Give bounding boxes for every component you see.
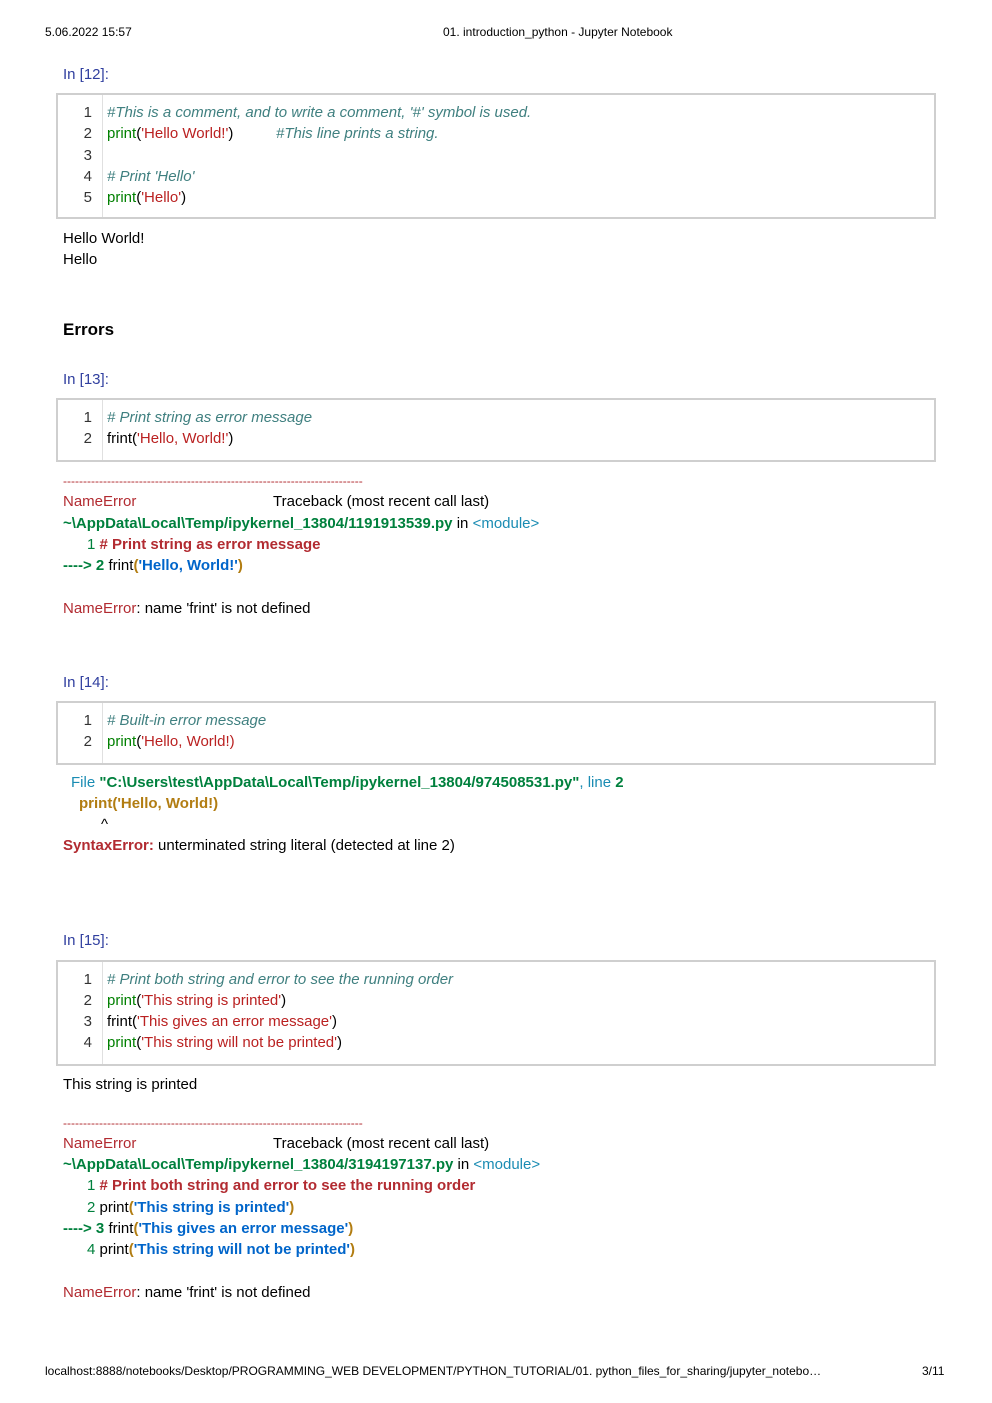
code-line bbox=[107, 1034, 342, 1051]
code-paren: ( bbox=[136, 1034, 142, 1051]
error-message: unterminated string literal (detected at line 2) bbox=[153, 837, 455, 854]
traceback-fn: frint bbox=[108, 557, 134, 574]
page-number: 3/11 bbox=[922, 1364, 945, 1378]
line-number: 2 bbox=[83, 992, 92, 1009]
traceback-header bbox=[63, 1135, 136, 1152]
traceback-line bbox=[87, 1241, 355, 1258]
code-line bbox=[107, 125, 233, 142]
line-number: 1 bbox=[83, 712, 92, 729]
traceback-comment: # Print both string and error to see the running order bbox=[99, 1177, 476, 1194]
traceback-path-line bbox=[63, 515, 539, 532]
error-name: NameError bbox=[63, 600, 137, 617]
code-comment: #This is a comment, and to write a comment, '#' symbol is used. bbox=[107, 104, 532, 121]
cell-prompt: In [13]: bbox=[63, 371, 109, 388]
traceback-paren: ( bbox=[128, 1241, 134, 1258]
traceback-string: 'This string will not be printed' bbox=[133, 1241, 351, 1258]
module-name: <module> bbox=[473, 1156, 541, 1173]
code-comment: # Built-in error message bbox=[107, 712, 267, 729]
traceback-string: 'This gives an error message' bbox=[138, 1220, 349, 1237]
code-keyword: print bbox=[107, 189, 137, 206]
code-paren: ( bbox=[136, 992, 142, 1009]
print-datetime: 5.06.2022 15:57 bbox=[45, 25, 132, 39]
code-paren: ) bbox=[332, 1013, 337, 1030]
cell-prompt: In [12]: bbox=[63, 66, 109, 83]
traceback-string: 'Hello, World!' bbox=[138, 557, 238, 574]
traceback-final bbox=[63, 600, 311, 617]
traceback-label: Traceback (most recent call last) bbox=[273, 1135, 490, 1152]
syntax-caret: ^ bbox=[101, 816, 109, 833]
code-paren: ) bbox=[228, 125, 234, 142]
code-string: 'Hello' bbox=[141, 189, 182, 206]
traceback-current-line bbox=[63, 557, 243, 574]
code-line bbox=[107, 430, 233, 447]
code-paren: ) bbox=[337, 1034, 343, 1051]
cell-output: This string is printed bbox=[63, 1076, 198, 1093]
print-url: localhost:8888/notebooks/Desktop/PROGRAMMING_WEB DEVELOPMENT/PYTHON_TUTORIAL/01. python_files_for_sharing/jupyter_notebo… bbox=[45, 1364, 822, 1378]
error-message: : name 'frint' is not defined bbox=[136, 1284, 311, 1301]
line-number: 1 bbox=[83, 104, 92, 121]
traceback-separator: --------------------------------------------------------------------------- bbox=[63, 1116, 363, 1130]
line-word: , line bbox=[579, 774, 612, 791]
line-number: 2 bbox=[83, 430, 92, 447]
line-number: 5 bbox=[83, 189, 92, 206]
code-string: 'This string will not be printed' bbox=[141, 1034, 338, 1051]
code-cell[interactable] bbox=[56, 93, 936, 219]
code-comment: # Print 'Hello' bbox=[107, 168, 195, 185]
traceback-arrow: ----> bbox=[63, 1220, 92, 1237]
code-paren: ( bbox=[136, 733, 142, 750]
error-message: : name 'frint' is not defined bbox=[136, 600, 311, 617]
line-number: 4 bbox=[83, 168, 92, 185]
traceback-line-number: 2 bbox=[87, 1199, 96, 1216]
module-name: <module> bbox=[472, 515, 540, 532]
traceback-fn: frint bbox=[108, 1220, 134, 1237]
code-keyword: print bbox=[107, 733, 137, 750]
code-identifier: frint bbox=[107, 1013, 133, 1030]
traceback-line bbox=[87, 1199, 294, 1216]
code-paren: ( bbox=[132, 430, 138, 447]
traceback-paren: ) bbox=[348, 1220, 354, 1237]
code-comment: # Print both string and error to see the running order bbox=[107, 971, 454, 988]
traceback-paren: ( bbox=[128, 1199, 134, 1216]
code-string: 'Hello, World!) bbox=[141, 733, 235, 750]
code-paren: ( bbox=[136, 125, 142, 142]
code-string: 'Hello, World!' bbox=[137, 430, 229, 447]
line-number: 1 bbox=[83, 409, 92, 426]
traceback-paren: ) bbox=[350, 1241, 356, 1258]
traceback-paren: ( bbox=[133, 1220, 139, 1237]
code-line bbox=[107, 1013, 337, 1030]
syntax-file-line bbox=[71, 774, 624, 791]
section-heading: Errors bbox=[63, 320, 115, 339]
syntax-final bbox=[63, 837, 455, 854]
traceback-arrow: ----> bbox=[63, 557, 92, 574]
traceback-current-line bbox=[63, 1220, 353, 1237]
cell-output: Hello World! bbox=[63, 230, 145, 247]
code-cell[interactable] bbox=[56, 701, 936, 765]
cell-prompt: In [15]: bbox=[63, 932, 109, 949]
traceback-line bbox=[87, 1177, 475, 1194]
line-number: 3 bbox=[83, 147, 92, 164]
traceback-separator: --------------------------------------------------------------------------- bbox=[63, 474, 363, 488]
traceback-fn: print bbox=[99, 1199, 129, 1216]
traceback-header bbox=[63, 493, 136, 510]
traceback-line-number: 1 bbox=[87, 1177, 96, 1194]
traceback-paren: ( bbox=[133, 557, 139, 574]
code-paren: ) bbox=[228, 430, 234, 447]
code-cell[interactable] bbox=[56, 960, 936, 1066]
traceback-path: ~\AppData\Local\Temp/ipykernel_13804/1191913539.py bbox=[63, 515, 453, 532]
line-number-value: 2 bbox=[615, 774, 624, 791]
traceback-line-number: 3 bbox=[95, 1220, 105, 1237]
error-name: NameError bbox=[63, 1135, 137, 1152]
traceback-comment: # Print string as error message bbox=[99, 536, 321, 553]
code-line bbox=[107, 733, 235, 750]
in-word: in bbox=[457, 1156, 470, 1173]
code-paren: ) bbox=[281, 992, 287, 1009]
print-page-title: 01. introduction_python - Jupyter Notebook bbox=[443, 25, 673, 39]
code-comment: # Print string as error message bbox=[107, 409, 313, 426]
line-number: 1 bbox=[83, 971, 92, 988]
traceback-label: Traceback (most recent call last) bbox=[273, 493, 490, 510]
code-cell[interactable] bbox=[56, 398, 936, 462]
error-name: SyntaxError: bbox=[63, 837, 154, 854]
in-word: in bbox=[456, 515, 469, 532]
code-paren: ( bbox=[136, 189, 142, 206]
traceback-line-number: 2 bbox=[95, 557, 105, 574]
syntax-code: print('Hello, World!) bbox=[79, 795, 219, 812]
traceback-fn: print bbox=[99, 1241, 129, 1258]
cell-prompt: In [14]: bbox=[63, 674, 109, 691]
code-keyword: print bbox=[107, 125, 137, 142]
code-paren: ) bbox=[181, 189, 187, 206]
code-string: 'Hello World!' bbox=[141, 125, 229, 142]
traceback-path-line bbox=[63, 1156, 540, 1173]
code-paren: ( bbox=[132, 1013, 138, 1030]
code-comment: #This line prints a string. bbox=[276, 125, 439, 142]
code-keyword: print bbox=[107, 992, 137, 1009]
line-number: 2 bbox=[83, 125, 92, 142]
error-name: NameError bbox=[63, 1284, 137, 1301]
traceback-line bbox=[87, 536, 320, 553]
file-path: "C:\Users\test\AppData\Local\Temp/ipykernel_13804/974508531.py" bbox=[99, 774, 580, 791]
line-number: 3 bbox=[83, 1013, 92, 1030]
traceback-final bbox=[63, 1284, 311, 1301]
code-line bbox=[107, 992, 286, 1009]
code-identifier: frint bbox=[107, 430, 133, 447]
code-line bbox=[107, 189, 186, 206]
code-string: 'This string is printed' bbox=[141, 992, 282, 1009]
line-number: 4 bbox=[83, 1034, 92, 1051]
traceback-string: 'This string is printed' bbox=[133, 1199, 290, 1216]
code-keyword: print bbox=[107, 1034, 137, 1051]
traceback-paren: ) bbox=[237, 557, 243, 574]
file-word: File bbox=[71, 774, 96, 791]
traceback-path: ~\AppData\Local\Temp/ipykernel_13804/3194197137.py bbox=[63, 1156, 454, 1173]
traceback-line-number: 1 bbox=[87, 536, 96, 553]
traceback-line-number: 4 bbox=[87, 1241, 96, 1258]
cell-output: Hello bbox=[63, 251, 98, 268]
line-number: 2 bbox=[83, 733, 92, 750]
traceback-paren: ) bbox=[289, 1199, 295, 1216]
code-string: 'This gives an error message' bbox=[137, 1013, 332, 1030]
error-name: NameError bbox=[63, 493, 137, 510]
